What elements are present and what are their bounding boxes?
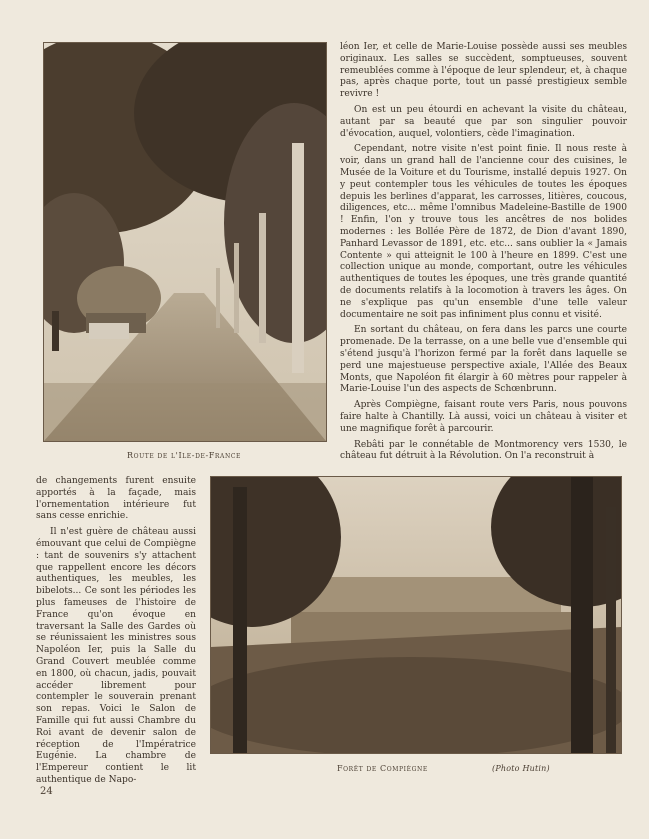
forest-photo-caption: Forêt de Compiègne — [337, 764, 428, 773]
right-text-column — [340, 42, 627, 467]
forest-photo — [210, 476, 622, 754]
road-photo-caption: Route de l'Ile-de-France — [127, 451, 241, 460]
page-number: 24 — [40, 786, 53, 797]
photo-credit: (Photo Hutin) — [492, 764, 550, 773]
road-photo-image — [44, 43, 326, 441]
right-paragraph-6: Rebâti par le connétable de Montmorency vers 1530, le château fut détruit à la Révolution. On l'a reconstruit à — [340, 439, 627, 462]
right-paragraph-2: On est un peu étourdi en achevant la visite du château, autant par sa beauté que par son singulier pouvoir d'évocation, auquel, volontiers, cède l'imagination. — [340, 104, 627, 139]
left-paragraph-1: de changements furent ensuite apportés à la façade, mais l'ornementation intérieure fut sans cesse enrichie. — [36, 476, 196, 522]
road-photo — [43, 42, 327, 442]
forest-photo-image — [211, 477, 621, 753]
left-paragraph-2: Il n'est guère de château aussi émouvant que celui de Compiègne : tant de souvenirs s'y attachent que rappellent encore les décors authentiques, les meubles, les bibelots... Ce sont les périodes les plus fameuses de l'histoire de France qu'on évoque en traversant la Salle des Gardes où se réunissaient les ministres sous Napoléon Ier, puis la Salle du Grand Couvert meublée comme en 1800, où chacun, jadis, pouvait accéder librement pour contempler le souverain prenant son repas. Voici le Salon de Famille qui fut aussi Chambre du Roi avant de devenir salon de réception de l'Impératrice Eugénie. La chambre de l'Empereur contient le lit authentique de Napo- — [36, 527, 196, 785]
left-text-column — [36, 476, 196, 791]
right-paragraph-3: Cependant, notre visite n'est point finie. Il nous reste à voir, dans un grand hall de l'ancienne cour des cuisines, le Musée de la Voiture et du Tourisme, installé depuis 1927. On y peut contempler tous les véhicules de toutes les époques depuis les berlines d'apparat, les carrosses, litières, coucous, diligences, etc... même l'omnibus Madeleine-Bastille de 1900 ! Enfin, l'on y trouve tous les ancêtres de nos bolides modernes : les Bollée Père de 1872, de Dion d'avant 1890, Panhard Levassor de 1891, etc. etc... sans oublier la « Jamais Contente » qui atteignit le 100 à l'heure en 1899. C'est une collection unique au monde, comportant, outre les véhicules authentiques de toutes les époques, une très grande quantité de documents relatifs à la locomotion à travers les âges. On ne s'explique pas qu'un ensemble d'une telle valeur documentaire ne soit pas infiniment plus connu et visité. — [340, 144, 627, 320]
right-paragraph-4: En sortant du château, on fera dans les parcs une courte promenade. De la terrasse, on a une belle vue d'ensemble qui s'étend jusqu'à l'horizon fermé par la forêt dans laquelle se perd une majestueuse perspective axiale, l'Allée des Beaux Monts, que Napoléon fit élargir à 60 mètres pour rappeler à Marie-Louise l'un des aspects de Schœnbrunn. — [340, 325, 627, 395]
right-paragraph-5: Après Compiègne, faisant route vers Paris, nous pouvons faire halte à Chantilly. Là aussi, voici un château à visiter et une magnifique forêt à parcourir. — [340, 400, 627, 434]
right-paragraph-1: léon Ier, et celle de Marie-Louise possède aussi ses meubles originaux. Les salles se succèdent, somptueuses, souvent remeublées comme à l'époque de leur splendeur, et, à chaque pas, après chaque porte, tout un passé prestigieux semble revivre ! — [340, 42, 627, 100]
